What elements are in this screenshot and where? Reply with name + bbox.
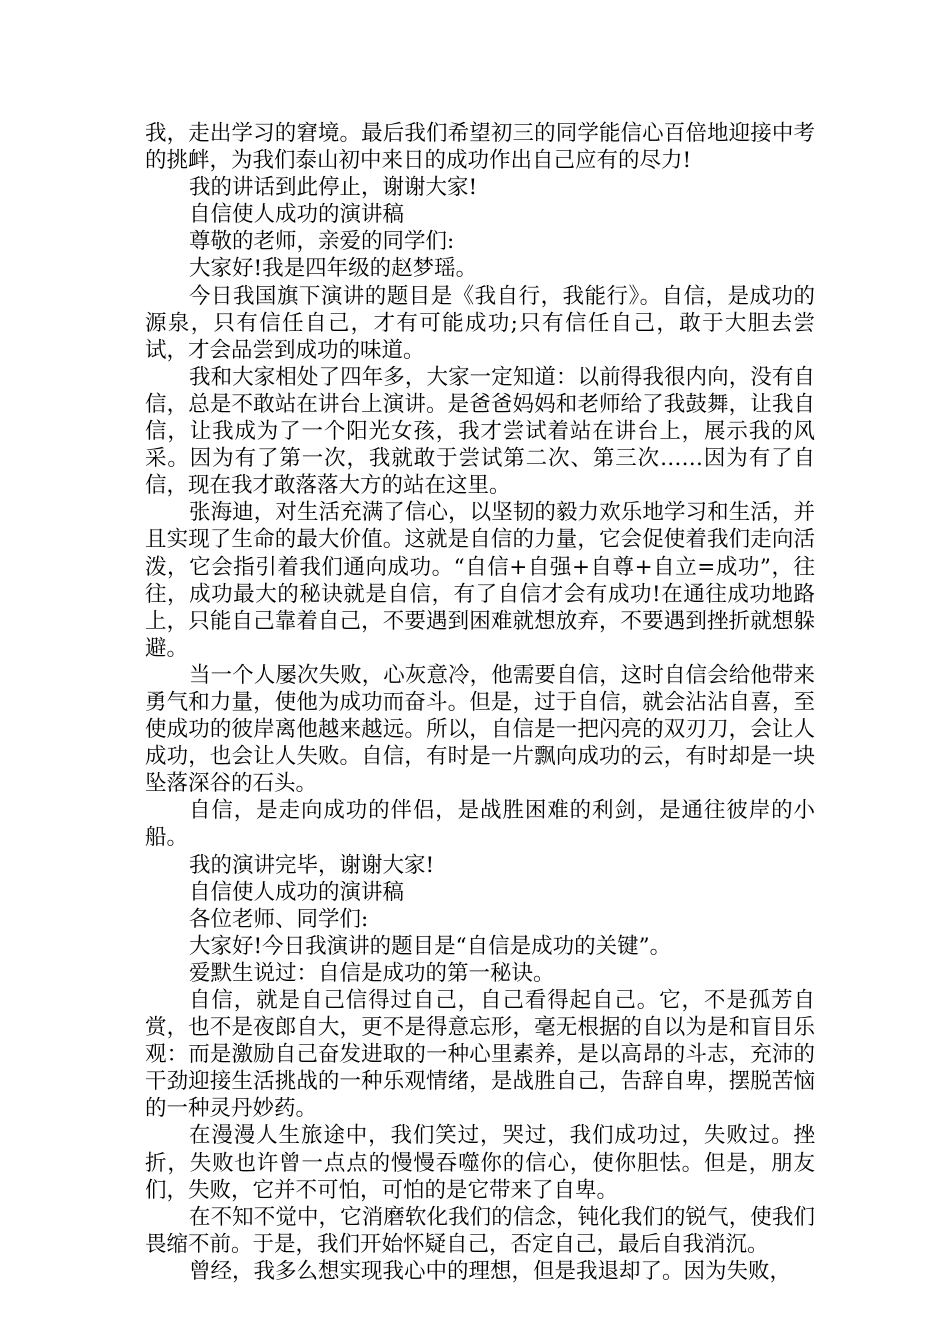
paragraph: 张海迪，对生活充满了信心，以坚韧的毅力欢乐地学习和生活，并且实现了生命的最大价值。这就是自信的力量，它会促使着我们走向活泼，它会指引着我们通向成功。“自信+自强+自尊+自立=成功”，往往，成功最大的秘诀就是自信，有了自信才会有成功!在通往成功地路上，只能自己靠着自己，不要遇到困难就想放弃，不要遇到挫折就想躲避。 xyxy=(145,500,815,661)
speech-title: 自信使人成功的演讲稿 xyxy=(189,202,405,228)
speech-text-block xyxy=(145,120,815,1285)
paragraph: 今日我国旗下演讲的题目是《我自行，我能行》。自信，是成功的源泉，只有信任自己，才有可能成功;只有信任自己，敢于大胆去尝试，才会品尝到成功的味道。 xyxy=(145,283,815,363)
paragraph: 我和大家相处了四年多，大家一定知道：以前得我很内向，没有自信，总是不敢站在讲台上演讲。是爸爸妈妈和老师给了我鼓舞，让我自信，让我成为了一个阳光女孩，我才尝试着站在讲台上，展示我的风采。因为有了第一次，我就敢于尝试第二次、第三次……因为有了自信，现在我才敢落落大方的站在这里。 xyxy=(145,364,815,499)
speech-closing: 我的演讲完毕，谢谢大家! xyxy=(189,852,435,878)
paragraph-quote: 爱默生说过：自信是成功的第一秘诀。 xyxy=(189,960,555,986)
speech-salutation: 各位老师、同学们: xyxy=(189,906,369,932)
speech-salutation: 尊敬的老师，亲爱的同学们: xyxy=(189,229,455,255)
paragraph: 在不知不觉中，它消磨软化我们的信念，钝化我们的锐气，使我们畏缩不前。于是，我们开始怀疑自己，否定自己，最后自我消沉。 xyxy=(145,1204,815,1257)
paragraph: 曾经，我多么想实现我心中的理想，但是我退却了。因为失败， xyxy=(189,1258,792,1284)
paragraph-continuation: 我，走出学习的窘境。最后我们希望初三的同学能信心百倍地迎接中考的挑衅，为我们泰山初中来日的成功作出自己应有的尽力! xyxy=(145,121,815,174)
speech-greeting: 大家好!我是四年级的赵梦瑶。 xyxy=(189,256,478,282)
paragraph: 自信，是走向成功的伴侣，是战胜困难的利剑，是通往彼岸的小船。 xyxy=(145,798,815,851)
paragraph: 当一个人屡次失败，心灰意冷，他需要自信，这时自信会给他带来勇气和力量，使他为成功而奋斗。但是，过于自信，就会沾沾自喜，至使成功的彼岸离他越来越远。所以，自信是一把闪亮的双刃刀，会让人成功，也会让人失败。自信，有时是一片飘向成功的云，有时却是一块坠落深谷的石头。 xyxy=(145,662,815,797)
speech-greeting: 大家好!今日我演讲的题目是“自信是成功的关键”。 xyxy=(189,933,672,959)
paragraph-closing-thanks: 我的讲话到此停止，谢谢大家! xyxy=(189,175,478,201)
speech-title: 自信使人成功的演讲稿 xyxy=(189,879,405,905)
paragraph: 自信，就是自己信得过自己，自己看得起自己。它，不是孤芳自赏，也不是夜郎自大，更不是得意忘形，毫无根据的自以为是和盲目乐观：而是激励自己奋发进取的一种心里素养，是以高昂的斗志，充沛的干劲迎接生活挑战的一种乐观情绪，是战胜自己，告辞自卑，摆脱苦恼的一种灵丹妙药。 xyxy=(145,988,815,1122)
paragraph: 在漫漫人生旅途中，我们笑过，哭过，我们成功过，失败过。挫折，失败也许曾一点点的慢慢吞噬你的信心，使你胆怯。但是，朋友们，失败，它并不可怕，可怕的是它带来了自卑。 xyxy=(145,1123,815,1203)
